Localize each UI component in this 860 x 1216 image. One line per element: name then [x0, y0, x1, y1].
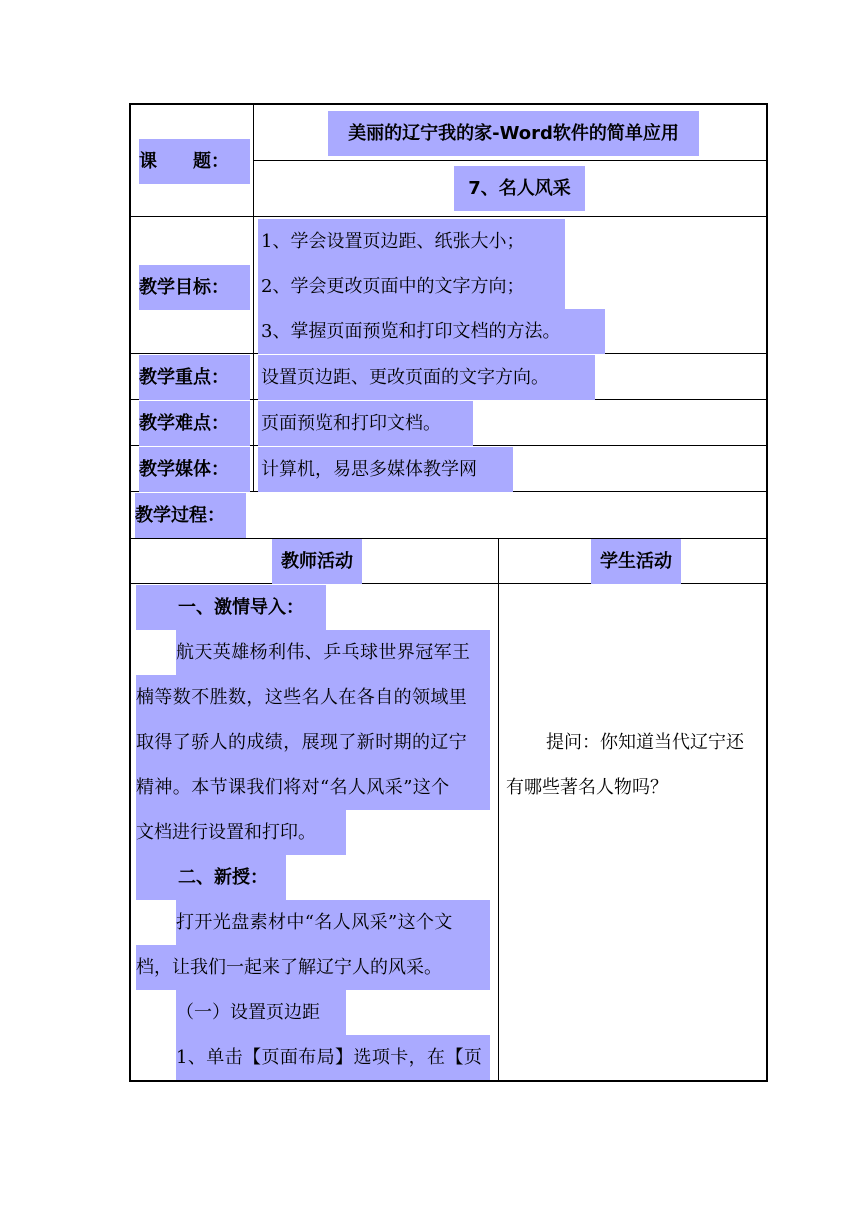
objective-3: 3、掌握页面预览和打印文档的方法。: [258, 309, 605, 354]
label-process: 教学过程：: [135, 493, 246, 538]
student-line-2: 有哪些著名人物吗？: [506, 777, 668, 798]
teacher-intro-line-3: 取得了骄人的成绩，展现了新时期的辽宁: [136, 720, 490, 765]
rule-label-column: [253, 103, 254, 492]
media-value: 计算机，易思多媒体教学网: [258, 447, 513, 492]
table-border-right: [766, 103, 768, 1082]
teacher-intro-line-2: 楠等数不胜数，这些名人在各自的领域里: [136, 675, 490, 720]
student-line-1: 提问：你知道当代辽宁还: [546, 732, 744, 753]
lesson-title: 美丽的辽宁我的家-Word软件的简单应用: [328, 111, 699, 156]
difficulties-value: 页面预览和打印文档。: [258, 401, 473, 446]
label-difficulties: 教学难点：: [139, 401, 250, 446]
lesson-subtitle: 7、名人风采: [454, 166, 585, 211]
teacher-heading-intro: 一、激情导入：: [136, 585, 326, 630]
table-border-top: [129, 103, 768, 105]
teacher-section-margins: （一）设置页边距: [176, 990, 346, 1035]
teacher-intro-line-1: 航天英雄杨利伟、乒乓球世界冠军王: [176, 630, 490, 675]
label-title: 课 题：: [139, 139, 250, 184]
column-student: 学生活动: [591, 539, 681, 584]
objective-2: 2、学会更改页面中的文字方向；: [258, 264, 565, 309]
objective-1: 1、学会设置页边距、纸张大小；: [258, 219, 565, 264]
label-key-points: 教学重点：: [139, 355, 250, 400]
rule-activity-split: [498, 538, 499, 1081]
teacher-new-line-2: 档，让我们一起来了解辽宁人的风采。: [136, 945, 490, 990]
rule-title-split: [253, 160, 767, 161]
teacher-step-1: 1、单击【页面布局】选项卡，在【页: [176, 1035, 490, 1080]
table-border-left: [129, 103, 131, 1082]
table-border-bottom: [129, 1080, 768, 1082]
key-points-value: 设置页边距、更改页面的文字方向。: [258, 355, 595, 400]
label-objectives: 教学目标：: [139, 265, 250, 310]
rule-after-title: [129, 216, 767, 217]
teacher-intro-line-5: 文档进行设置和打印。: [136, 810, 346, 855]
teacher-heading-new: 二、新授：: [136, 855, 286, 900]
column-teacher: 教师活动: [272, 539, 362, 584]
teacher-intro-line-4: 精神。本节课我们将对“名人风采”这个: [136, 765, 490, 810]
label-media: 教学媒体：: [139, 447, 250, 492]
teacher-new-line-1: 打开光盘素材中“名人风采”这个文: [176, 900, 490, 945]
